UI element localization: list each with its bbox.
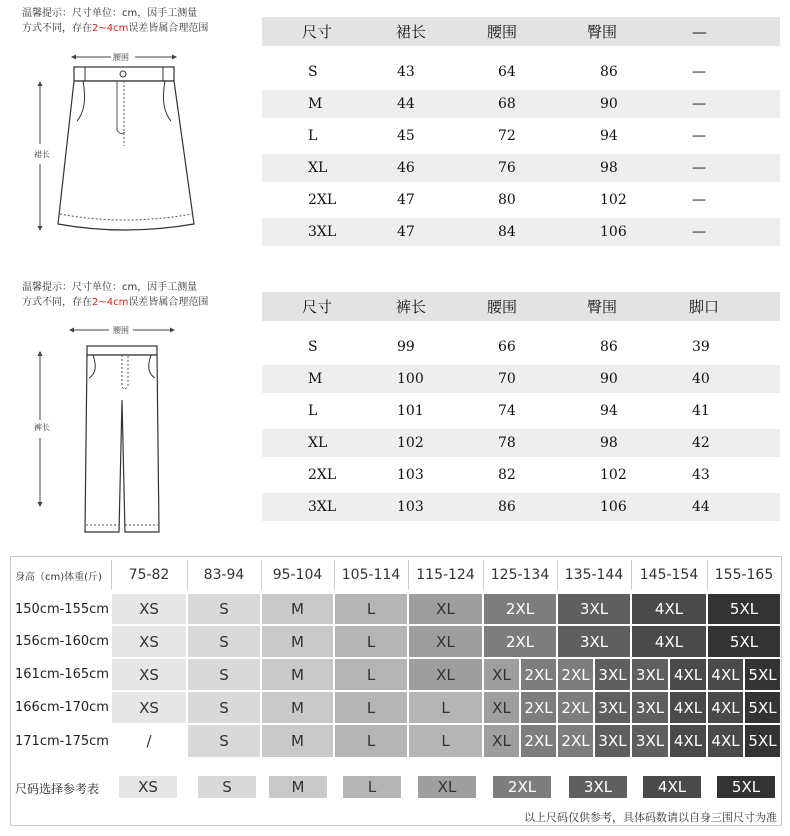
legend-swatch: L bbox=[343, 776, 401, 798]
header-divider bbox=[334, 560, 335, 590]
size-cell: 4XL bbox=[670, 692, 706, 723]
table-cell: 101 bbox=[397, 403, 424, 419]
size-cell: S bbox=[188, 594, 260, 624]
pants-header-waist: 腰围 bbox=[487, 298, 518, 316]
table-cell: 74 bbox=[498, 403, 516, 419]
table-cell: 82 bbox=[498, 467, 516, 483]
size-cell: 5XL bbox=[745, 692, 780, 723]
size-cell: 2XL bbox=[484, 594, 556, 624]
size-cell: L bbox=[335, 594, 407, 624]
table-row bbox=[262, 365, 780, 393]
size-guide-grid bbox=[10, 556, 782, 826]
pants-note-pre: 方式不同，存在 bbox=[22, 297, 92, 308]
skirt-note-line1: 温馨提示：尺寸单位：cm，因手工测量 bbox=[22, 8, 198, 19]
pants-illustration bbox=[25, 320, 205, 540]
height-label: 161cm-165cm bbox=[11, 659, 111, 690]
skirt-illustration bbox=[25, 46, 205, 246]
table-cell: 47 bbox=[397, 192, 415, 208]
table-cell: 86 bbox=[498, 499, 516, 515]
size-cell: L bbox=[409, 725, 482, 757]
table-cell: 46 bbox=[397, 160, 415, 176]
pants-note-line1: 温馨提示：尺寸单位：cm，因手工测量 bbox=[22, 282, 198, 293]
size-cell: 4XL bbox=[708, 659, 743, 690]
size-cell: 3XL bbox=[595, 659, 630, 690]
weight-header: 155-165 bbox=[707, 557, 781, 593]
table-cell: 47 bbox=[397, 224, 415, 240]
table-cell: 76 bbox=[498, 160, 516, 176]
skirt-header-length: 裙长 bbox=[396, 23, 427, 41]
table-cell: 42 bbox=[692, 435, 710, 451]
table-cell: XL bbox=[308, 435, 328, 451]
size-cell: 4XL bbox=[632, 594, 706, 624]
table-cell: M bbox=[308, 371, 323, 387]
height-label: 150cm-155cm bbox=[11, 594, 111, 624]
table-cell: — bbox=[692, 64, 706, 80]
size-cell: 2XL bbox=[558, 725, 593, 757]
table-cell: 86 bbox=[600, 64, 618, 80]
size-cell: 3XL bbox=[632, 725, 668, 757]
size-cell: 4XL bbox=[708, 725, 743, 757]
size-cell: XL bbox=[484, 725, 519, 757]
pants-table-header bbox=[262, 292, 780, 321]
table-cell: 90 bbox=[600, 371, 618, 387]
size-cell: L bbox=[409, 692, 482, 723]
skirt-note-line2 bbox=[22, 21, 208, 36]
skirt-note-pre: 方式不同，存在 bbox=[22, 23, 92, 34]
legend-swatch: 3XL bbox=[569, 776, 627, 798]
size-cell: XL bbox=[409, 659, 482, 690]
header-divider bbox=[483, 560, 484, 590]
skirt-note-red: 2~4cm bbox=[92, 23, 129, 34]
table-cell: 99 bbox=[397, 339, 415, 355]
table-row bbox=[262, 186, 780, 214]
weight-header: 115-124 bbox=[408, 557, 483, 593]
table-cell: 80 bbox=[498, 192, 516, 208]
weight-header: 75-82 bbox=[111, 557, 187, 593]
size-cell: 3XL bbox=[558, 626, 630, 657]
table-cell: L bbox=[308, 128, 318, 144]
size-cell: XL bbox=[409, 626, 482, 657]
table-cell: S bbox=[308, 64, 318, 80]
size-cell: S bbox=[188, 692, 260, 723]
pants-note-red: 2~4cm bbox=[92, 297, 129, 308]
size-cell: L bbox=[335, 725, 407, 757]
table-cell: 2XL bbox=[308, 467, 337, 483]
pants-note-post: 误差皆属合理范围 bbox=[128, 297, 209, 308]
table-cell: S bbox=[308, 339, 318, 355]
height-label: 156cm-160cm bbox=[11, 626, 111, 657]
legend-swatch: XS bbox=[119, 776, 177, 798]
height-label: 171cm-175cm bbox=[11, 725, 111, 757]
size-cell: 3XL bbox=[632, 692, 668, 723]
skirt-header-extra: — bbox=[692, 22, 707, 41]
skirt-note-post: 误差皆属合理范围 bbox=[128, 23, 209, 34]
header-divider bbox=[631, 560, 632, 590]
table-cell: 102 bbox=[397, 435, 424, 451]
table-row bbox=[262, 461, 780, 489]
size-cell: 2XL bbox=[484, 626, 556, 657]
table-cell: 2XL bbox=[308, 192, 337, 208]
skirt-waist-label: 腰围 bbox=[113, 53, 129, 62]
table-cell: 103 bbox=[397, 467, 424, 483]
weight-header: 125-134 bbox=[483, 557, 557, 593]
table-cell: 66 bbox=[498, 339, 516, 355]
size-cell: 4XL bbox=[708, 692, 743, 723]
table-row bbox=[262, 154, 780, 182]
skirt-header-size: 尺寸 bbox=[302, 23, 333, 41]
table-cell: 102 bbox=[600, 467, 627, 483]
table-cell: — bbox=[692, 96, 706, 112]
size-cell: M bbox=[262, 626, 333, 657]
size-cell: 5XL bbox=[745, 659, 780, 690]
size-cell: XS bbox=[112, 692, 186, 723]
header-divider bbox=[261, 560, 262, 590]
table-cell: 3XL bbox=[308, 499, 337, 515]
table-cell: XL bbox=[308, 160, 328, 176]
size-cell: 2XL bbox=[521, 659, 556, 690]
legend-swatch: 2XL bbox=[493, 776, 551, 798]
size-cell: XL bbox=[409, 594, 482, 624]
size-cell: S bbox=[188, 725, 260, 757]
pants-waist-label: 腰围 bbox=[113, 326, 129, 335]
size-cell: L bbox=[335, 659, 407, 690]
weight-header: 145-154 bbox=[631, 557, 707, 593]
table-cell: — bbox=[692, 192, 706, 208]
table-row bbox=[262, 122, 780, 150]
size-cell: M bbox=[262, 659, 333, 690]
skirt-table-header bbox=[262, 17, 780, 46]
skirt-length-label: 裙长 bbox=[34, 150, 50, 159]
pants-header-length: 裤长 bbox=[396, 298, 427, 316]
size-cell: 5XL bbox=[708, 626, 780, 657]
weight-header: 83-94 bbox=[187, 557, 261, 593]
legend-label: 尺码选择参考表 bbox=[11, 776, 121, 800]
table-cell: 43 bbox=[397, 64, 415, 80]
table-cell: 45 bbox=[397, 128, 415, 144]
header-divider bbox=[707, 560, 708, 590]
table-cell: L bbox=[308, 403, 318, 419]
table-row bbox=[262, 333, 780, 361]
legend-swatch: 5XL bbox=[717, 776, 775, 798]
table-row bbox=[262, 397, 780, 425]
table-cell: 106 bbox=[600, 499, 627, 515]
pants-note-line2 bbox=[22, 295, 208, 310]
legend-swatch: 4XL bbox=[643, 776, 701, 798]
header-divider bbox=[557, 560, 558, 590]
size-cell: L bbox=[335, 692, 407, 723]
size-cell: XL bbox=[484, 659, 519, 690]
size-cell: L bbox=[335, 626, 407, 657]
weight-header: 105-114 bbox=[334, 557, 408, 593]
size-cell: 4XL bbox=[670, 725, 706, 757]
header-divider bbox=[111, 560, 112, 590]
legend-swatch: S bbox=[198, 776, 256, 798]
size-cell: 2XL bbox=[521, 692, 556, 723]
header-divider bbox=[187, 560, 188, 590]
pants-header-size: 尺寸 bbox=[302, 298, 333, 316]
table-cell: 64 bbox=[498, 64, 516, 80]
size-cell: 4XL bbox=[670, 659, 706, 690]
size-cell: XS bbox=[112, 626, 186, 657]
header-divider bbox=[408, 560, 409, 590]
pants-length-label: 裤长 bbox=[34, 423, 50, 432]
table-row bbox=[262, 429, 780, 457]
table-cell: 39 bbox=[692, 339, 710, 355]
skirt-header-waist: 腰围 bbox=[487, 23, 518, 41]
skirt-header-hip: 臀围 bbox=[587, 23, 618, 41]
table-cell: 100 bbox=[397, 371, 424, 387]
size-cell: M bbox=[262, 725, 333, 757]
table-cell: 90 bbox=[600, 96, 618, 112]
table-row bbox=[262, 493, 780, 521]
table-cell: 40 bbox=[692, 371, 710, 387]
table-cell: 44 bbox=[397, 96, 415, 112]
table-cell: 78 bbox=[498, 435, 516, 451]
table-cell: 98 bbox=[600, 160, 618, 176]
size-cell: 3XL bbox=[595, 725, 630, 757]
table-cell: 94 bbox=[600, 128, 618, 144]
table-cell: 86 bbox=[600, 339, 618, 355]
height-label: 166cm-170cm bbox=[11, 692, 111, 723]
table-cell: M bbox=[308, 96, 323, 112]
size-cell: M bbox=[262, 594, 333, 624]
table-cell: — bbox=[692, 128, 706, 144]
table-cell: 94 bbox=[600, 403, 618, 419]
size-cell: XL bbox=[484, 692, 519, 723]
pants-note bbox=[22, 280, 208, 310]
size-cell: M bbox=[262, 692, 333, 723]
skirt-note bbox=[22, 6, 208, 36]
pants-header-hip: 臀围 bbox=[587, 298, 618, 316]
size-cell: 2XL bbox=[558, 692, 593, 723]
legend-swatch: M bbox=[269, 776, 327, 798]
size-cell: 3XL bbox=[558, 594, 630, 624]
footnote: 以上尺码仅供参考，具体码数请以自身三围尺寸为准 bbox=[524, 811, 777, 824]
table-cell: 98 bbox=[600, 435, 618, 451]
size-cell: S bbox=[188, 626, 260, 657]
table-cell: 70 bbox=[498, 371, 516, 387]
table-cell: 68 bbox=[498, 96, 516, 112]
weight-header: 135-144 bbox=[557, 557, 631, 593]
size-cell: 4XL bbox=[632, 626, 706, 657]
table-cell: — bbox=[692, 160, 706, 176]
table-cell: 44 bbox=[692, 499, 710, 515]
size-cell: / bbox=[112, 725, 186, 757]
size-cell: XS bbox=[112, 659, 186, 690]
table-cell: 106 bbox=[600, 224, 627, 240]
grid-corner: 身高（cm)体重(斤) bbox=[11, 557, 111, 593]
table-cell: 102 bbox=[600, 192, 627, 208]
table-cell: 103 bbox=[397, 499, 424, 515]
table-cell: — bbox=[692, 224, 706, 240]
table-cell: 84 bbox=[498, 224, 516, 240]
table-cell: 43 bbox=[692, 467, 710, 483]
table-cell: 3XL bbox=[308, 224, 337, 240]
pants-header-hem: 脚口 bbox=[689, 298, 720, 316]
table-cell: 41 bbox=[692, 403, 710, 419]
size-cell: 2XL bbox=[558, 659, 593, 690]
legend-swatch: XL bbox=[418, 776, 476, 798]
table-row bbox=[262, 218, 780, 246]
weight-header: 95-104 bbox=[261, 557, 334, 593]
table-cell: 72 bbox=[498, 128, 516, 144]
table-row bbox=[262, 90, 780, 118]
size-cell: 2XL bbox=[521, 725, 556, 757]
size-cell: S bbox=[188, 659, 260, 690]
size-cell: 3XL bbox=[632, 659, 668, 690]
size-cell: 5XL bbox=[745, 725, 780, 757]
size-cell: 3XL bbox=[595, 692, 630, 723]
size-cell: 5XL bbox=[708, 594, 780, 624]
size-cell: XS bbox=[112, 594, 186, 624]
table-row bbox=[262, 58, 780, 86]
